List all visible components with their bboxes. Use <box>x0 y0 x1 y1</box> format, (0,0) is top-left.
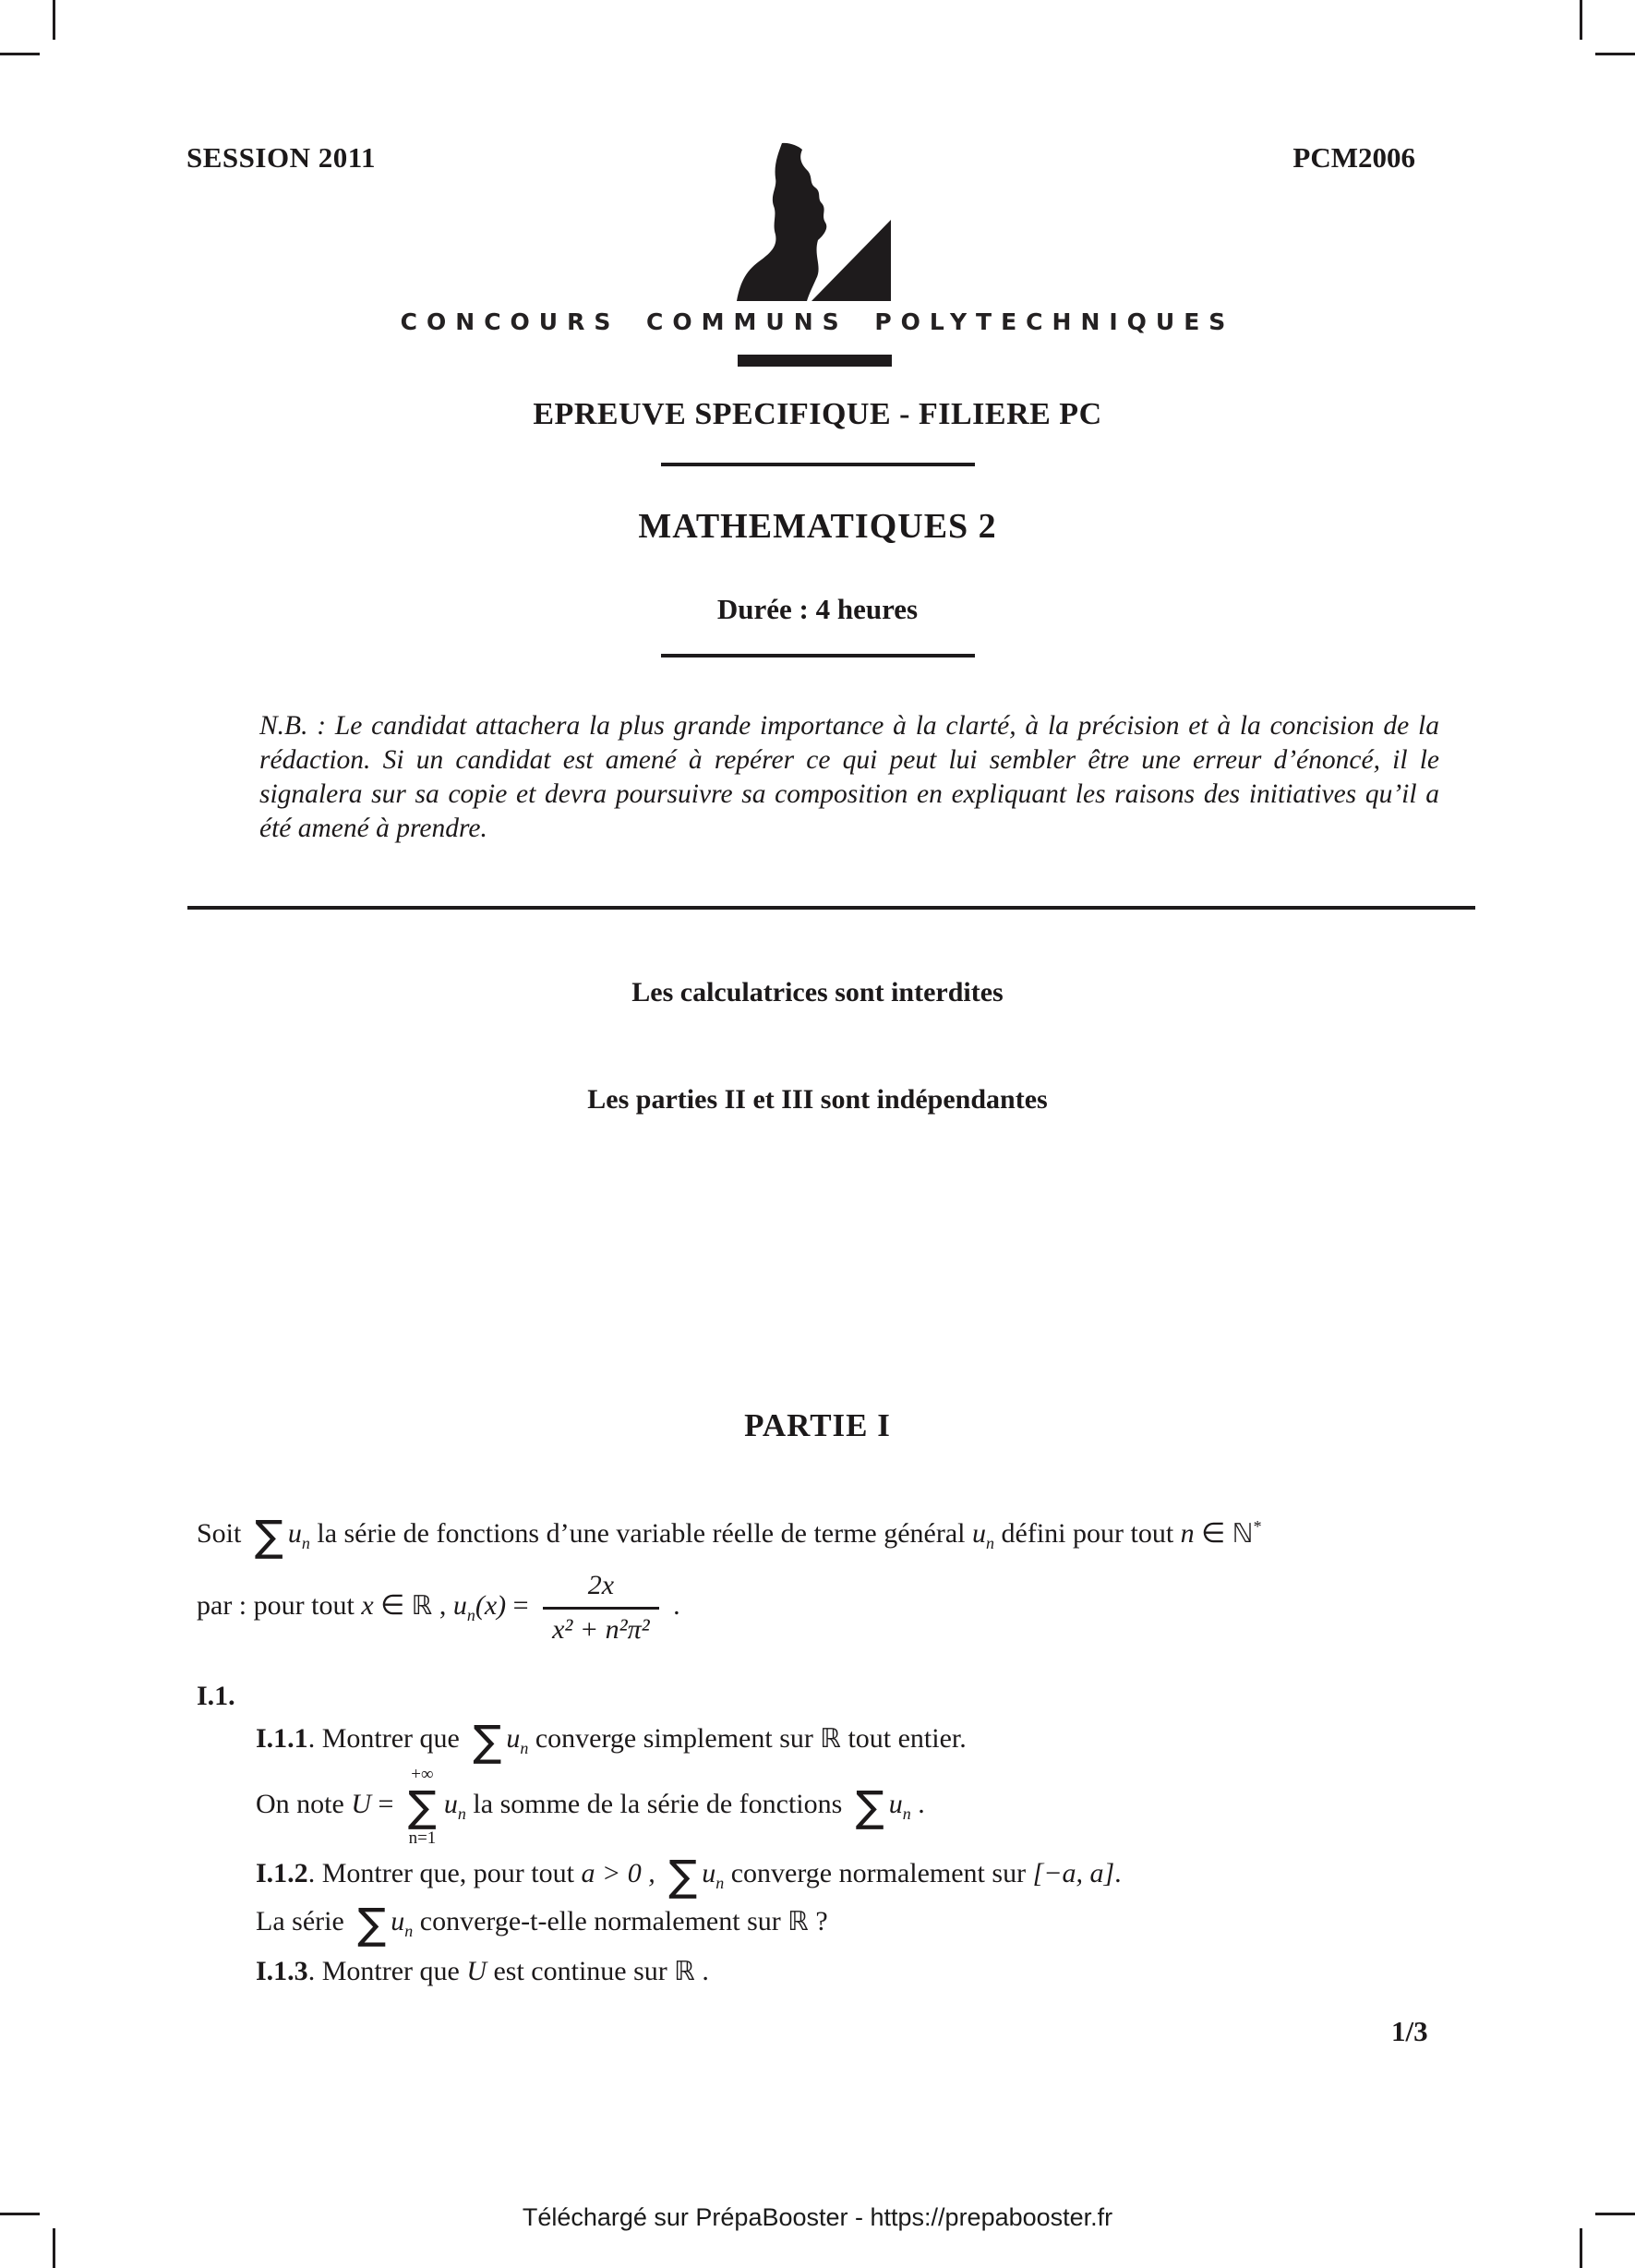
subject-title: MATHEMATIQUES 2 <box>638 507 997 546</box>
u-n-term: $u_n$ <box>702 1858 725 1892</box>
interval: [−a, a] <box>1032 1858 1115 1888</box>
u-n-term: $u_n$ <box>443 1788 466 1823</box>
question-I13 <box>256 1956 709 1987</box>
nb-paragraph: N.B. : Le candidat attachera la plus grande importance à la clarté, à la précision et à la concision de la rédaction. Si un candidat est amené à repérer ce qui peut lui sembler être une erreur d’énoncé, il le signalera sur sa copie et devra poursuivre sa composition en expliquant les raisons des initiatives qu’il a été amené à prendre. <box>259 711 1439 843</box>
comma: , <box>432 1589 453 1621</box>
sum-icon: ∑ <box>357 1899 387 1948</box>
x-var: x <box>361 1589 374 1621</box>
intro-text: Soit <box>197 1518 248 1549</box>
u-n-term: $u_n$ <box>391 1906 414 1940</box>
upper-limit: +∞ <box>411 1765 434 1784</box>
u-n-term: $u_n$ <box>888 1788 911 1823</box>
question-mark: ? <box>808 1906 828 1936</box>
reals-symbol: ℝ <box>820 1723 841 1754</box>
period: . <box>666 1589 680 1621</box>
a-condition: a > 0 , <box>581 1858 663 1888</box>
question-text: converge simplement sur <box>528 1723 821 1754</box>
u-n-term: $u_n$ <box>972 1518 995 1552</box>
sum-icon: ∑ <box>668 1851 698 1900</box>
period: . <box>1114 1858 1122 1888</box>
element-of-symbol: ∈ <box>373 1589 412 1621</box>
reals-symbol: ℝ <box>411 1589 433 1621</box>
u-n-term: $u_n$ <box>287 1518 310 1552</box>
fraction <box>543 1570 659 1646</box>
reals-symbol: ℝ <box>674 1956 695 1986</box>
crop-mark-bottom-right-vertical <box>1580 2228 1582 2268</box>
sum-icon: ∑ <box>855 1780 884 1831</box>
title-divider-2 <box>661 654 975 657</box>
crop-mark-top-right-vertical <box>1580 0 1582 40</box>
of-x: (x) <box>475 1589 507 1621</box>
question-text: converge-t-elle normalement sur <box>413 1906 788 1936</box>
sum-icon: ∑ <box>254 1511 283 1561</box>
section-I1-label: I.1. <box>197 1681 235 1711</box>
U-var: U <box>466 1956 487 1986</box>
ccp-logo-icon <box>734 141 896 304</box>
question-text: La série <box>256 1906 352 1936</box>
naturals-symbol: ℕ <box>1232 1518 1254 1549</box>
page-number: 1/3 <box>1391 2015 1428 2047</box>
question-text: tout entier. <box>840 1723 967 1754</box>
duration-label: Durée : 4 heures <box>716 593 919 625</box>
question-text: . Montrer que, pour tout <box>307 1858 582 1888</box>
crop-mark-top-right-horizontal <box>1595 53 1635 55</box>
intro-text: défini pour tout <box>994 1518 1181 1549</box>
calculators-notice: Les calculatrices sont interdites <box>631 977 1004 1007</box>
question-label: I.1.3 <box>256 1956 308 1986</box>
part1-intro-line1 <box>197 1511 1262 1561</box>
question-text: . Montrer que <box>307 1956 467 1986</box>
question-serie-normale <box>256 1899 828 1948</box>
title-divider-1 <box>661 463 975 466</box>
logo-wordmark: CONCOURS COMMUNS POLYTECHNIQUES <box>400 308 1235 335</box>
part1-intro-line2 <box>197 1570 680 1646</box>
lower-limit: n=1 <box>408 1828 437 1848</box>
sum-icon: ∑ <box>407 1781 437 1831</box>
session-label: SESSION 2011 <box>186 141 377 174</box>
question-label: I.1.2 <box>256 1858 308 1888</box>
part1-heading: PARTIE I <box>744 1407 891 1443</box>
n-var: n <box>1180 1518 1195 1549</box>
star-symbol: * <box>1253 1517 1262 1536</box>
note-text: la somme de la série de fonctions <box>465 1788 849 1819</box>
question-I11 <box>256 1716 967 1766</box>
section-divider-rule <box>187 906 1475 910</box>
period: . <box>910 1788 925 1819</box>
intro-text: par : pour tout <box>197 1589 362 1621</box>
crop-mark-top-left-vertical <box>53 0 55 40</box>
question-I12 <box>256 1851 1122 1900</box>
logo-underline-bar <box>738 355 892 367</box>
exam-code: PCM2006 <box>1292 141 1415 174</box>
question-text: converge normalement sur <box>724 1858 1033 1888</box>
period: . <box>694 1956 709 1986</box>
fraction-denominator: x² + n²π² <box>543 1607 659 1647</box>
question-label: I.1.1 <box>256 1723 308 1754</box>
u-n-term: $u_n$ <box>506 1723 529 1757</box>
epreuve-title: EPREUVE SPECIFIQUE - FILIERE PC <box>533 397 1102 431</box>
crop-mark-top-left-horizontal <box>0 53 40 55</box>
equals: = <box>506 1589 536 1621</box>
crop-mark-bottom-left-vertical <box>53 2228 55 2268</box>
element-of-symbol: ∈ <box>1194 1518 1232 1549</box>
sum-with-limits-icon <box>408 1766 437 1847</box>
question-text: est continue sur <box>486 1956 675 1986</box>
intro-text: la série de fonctions d’une variable réelle de terme général <box>309 1518 973 1549</box>
equals: = <box>371 1788 401 1819</box>
question-text: . Montrer que <box>307 1723 467 1754</box>
sum-icon: ∑ <box>473 1716 502 1766</box>
note-text: On note <box>256 1788 352 1819</box>
note-U-definition <box>256 1766 925 1847</box>
reals-symbol: ℝ <box>787 1906 809 1936</box>
download-footer: Téléchargé sur PrépaBooster - https://prepabooster.fr <box>522 2203 1113 2231</box>
fraction-numerator: 2x <box>587 1570 615 1600</box>
independence-notice: Les parties II et III sont indépendantes <box>587 1084 1048 1115</box>
u-n-term: $u_n$ <box>452 1589 475 1624</box>
U-var: U <box>351 1788 371 1819</box>
